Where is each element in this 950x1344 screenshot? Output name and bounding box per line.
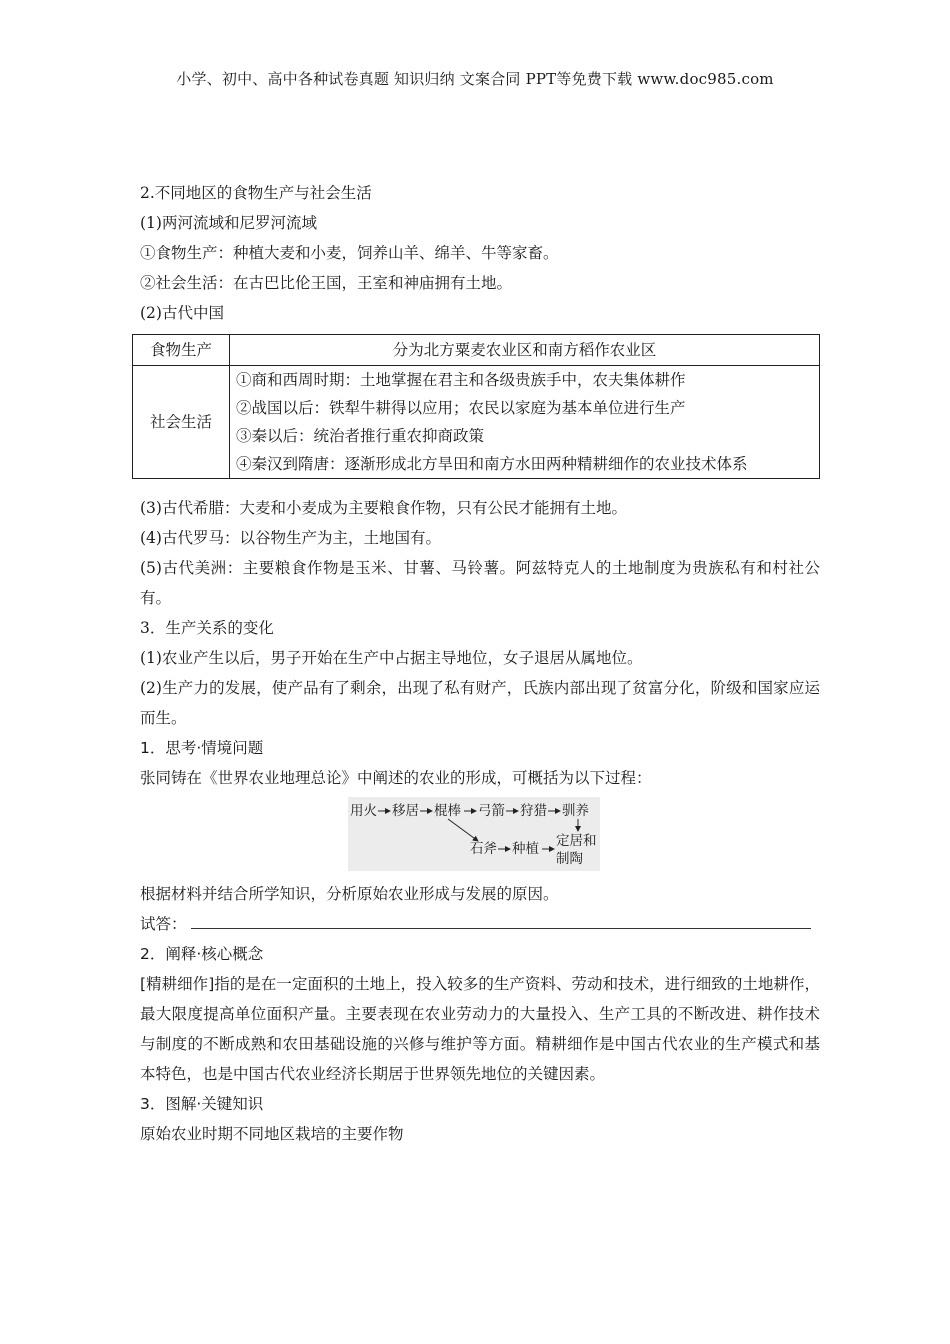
flow-node: 棍棒 (434, 803, 461, 819)
paragraph: (1)农业产生以后，男子开始在生产中占据主导地位，女子退居从属地位。 (140, 649, 643, 667)
paragraph: 根据材料并结合所学知识，分析原始农业形成与发展的原因。 (140, 885, 559, 903)
caption: 原始农业时期不同地区栽培的主要作物 (140, 1125, 404, 1143)
subheading: (1)两河流域和尼罗河流域 (140, 214, 317, 232)
flow-node: 移居 (392, 803, 419, 819)
list-item: ④秦汉到隋唐：逐渐形成北方旱田和南方水田两种精耕细作的农业技术体系 (236, 455, 748, 473)
flow-node: 狩猎 (520, 803, 547, 819)
paragraph: (4)古代罗马：以谷物生产为主，土地国有。 (140, 529, 441, 547)
answer-row (140, 909, 820, 939)
china-agriculture-table (132, 334, 820, 479)
section-title: 3．生产关系的变化 (140, 619, 274, 637)
document-body (140, 178, 820, 1149)
flow-node: 种植 (512, 841, 539, 857)
table-cell: 分为北方粟麦农业区和南方稻作农业区 (230, 335, 820, 366)
list-item: ③秦以后：统治者推行重农抑商政策 (236, 427, 485, 445)
list-item: ①商和西周时期：土地掌握在君主和各级贵族手中，农夫集体耕作 (236, 371, 686, 389)
flow-node: 石斧 (470, 841, 497, 857)
paragraph: 张同铸在《世界农业地理总论》中阐述的农业的形成，可概括为以下过程： (140, 769, 652, 787)
answer-label: 试答： (140, 915, 187, 933)
table-row (133, 335, 820, 366)
paragraph: (3)古代希腊：大麦和小麦成为主要粮食作物，只有公民才能拥有土地。 (140, 499, 627, 517)
flow-node: 弓箭 (478, 803, 505, 819)
flow-node: 用火 (350, 803, 377, 819)
flow-node: 驯养 (562, 803, 589, 819)
paragraph: (2)生产力的发展，使产品有了剩余，出现了私有财产，氏族内部出现了贫富分化，阶级和国家应运而生。 (140, 679, 820, 727)
answer-blank[interactable] (191, 910, 811, 929)
agriculture-flow-diagram (348, 797, 600, 871)
paragraph: ②社会生活：在古巴比伦王国，王室和神庙拥有土地。 (140, 274, 513, 292)
flow-node: 制陶 (556, 851, 583, 867)
section-title: 1．思考·情境问题 (140, 739, 264, 757)
paragraph: (5)古代美洲：主要粮食作物是玉米、甘薯、马铃薯。阿兹特克人的土地制度为贵族私有和村社公有。 (140, 559, 820, 607)
section-title: 2．阐释·核心概念 (140, 945, 264, 963)
flow-node: 定居和 (556, 833, 597, 849)
table-row-header: 社会生活 (133, 366, 230, 479)
page-header: 小学、初中、高中各种试卷真题 知识归纳 文案合同 PPT等免费下载 www.doc985.com (176, 70, 774, 88)
list-item: ②战国以后：铁犁牛耕得以应用；农民以家庭为基本单位进行生产 (236, 399, 686, 417)
section-title: 3．图解·关键知识 (140, 1095, 264, 1113)
table-row (133, 366, 820, 479)
paragraph: [精耕细作]指的是在一定面积的土地上，投入较多的生产资料、劳动和技术，进行细致的土地耕作，最大限度提高单位面积产量。主要表现在农业劳动力的大量投入、生产工具的不断改进、耕作技术与制度的不断成熟和农田基础设施的兴修与维护等方面。精耕细作是中国古代农业的生产模式和基本特色，也是中国古代农业经济长期居于世界领先地位的关键因素。 (140, 975, 820, 1083)
subheading: (2)古代中国 (140, 304, 224, 322)
table-cell (230, 366, 820, 479)
section-title: 2.不同地区的食物生产与社会生活 (140, 184, 372, 202)
table-row-header: 食物生产 (133, 335, 230, 366)
arrow-icon (448, 819, 478, 841)
paragraph: ①食物生产：种植大麦和小麦，饲养山羊、绵羊、牛等家畜。 (140, 244, 559, 262)
